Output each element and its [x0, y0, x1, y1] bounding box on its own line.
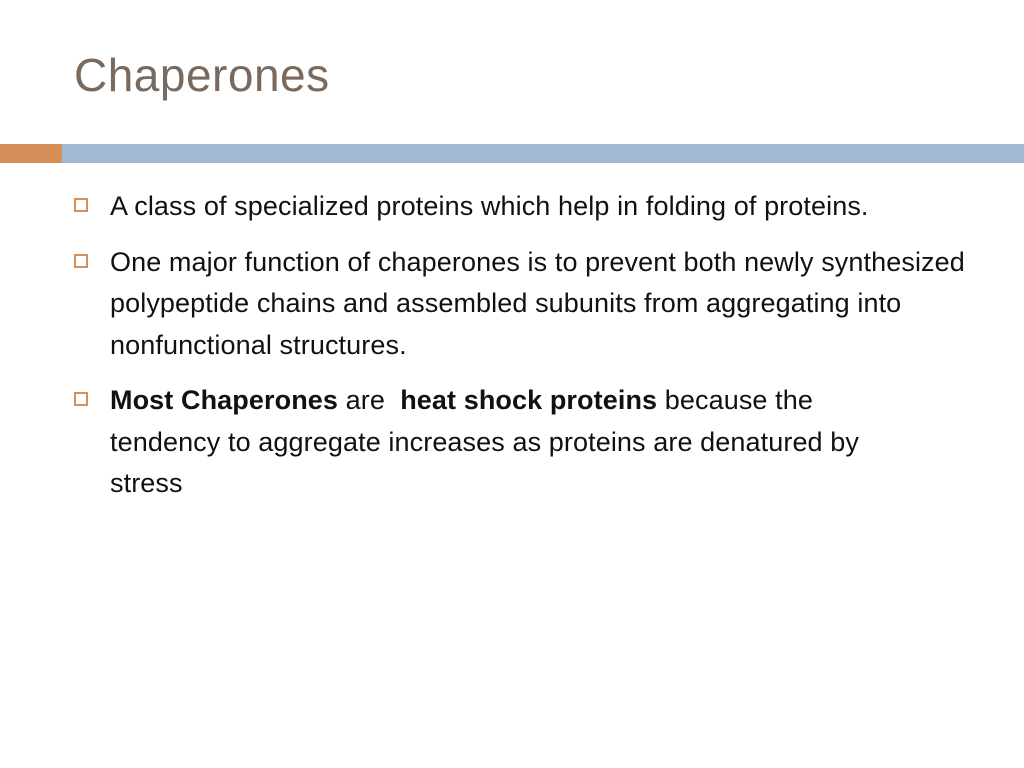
list-item [74, 186, 994, 228]
bullet-list [74, 186, 994, 519]
list-item-label [110, 380, 900, 505]
square-outline-bullet-icon [74, 198, 88, 212]
page-title: Chaperones [74, 49, 330, 101]
list-item-label: A class of specialized proteins which help in folding of proteins. [110, 191, 869, 221]
list-item [74, 242, 994, 367]
list-item-emphasis-1: Most Chaperones [110, 385, 339, 416]
list-item-text-1: are [338, 385, 401, 416]
list-item-text-2: because the tendency to aggregate increases as proteins are denatured by stress [110, 385, 859, 499]
list-item-emphasis-2: heat shock proteins [400, 385, 658, 416]
title-divider-bar [62, 144, 1024, 163]
square-outline-bullet-icon [74, 254, 88, 268]
square-outline-bullet-icon [74, 392, 88, 406]
list-item [74, 380, 994, 505]
title-accent-bar [0, 144, 62, 163]
list-item-label: One major function of chaperones is to prevent both newly synthesized polypeptide chains and assembled subunits from aggregating into nonfunctional structures. [110, 246, 965, 360]
